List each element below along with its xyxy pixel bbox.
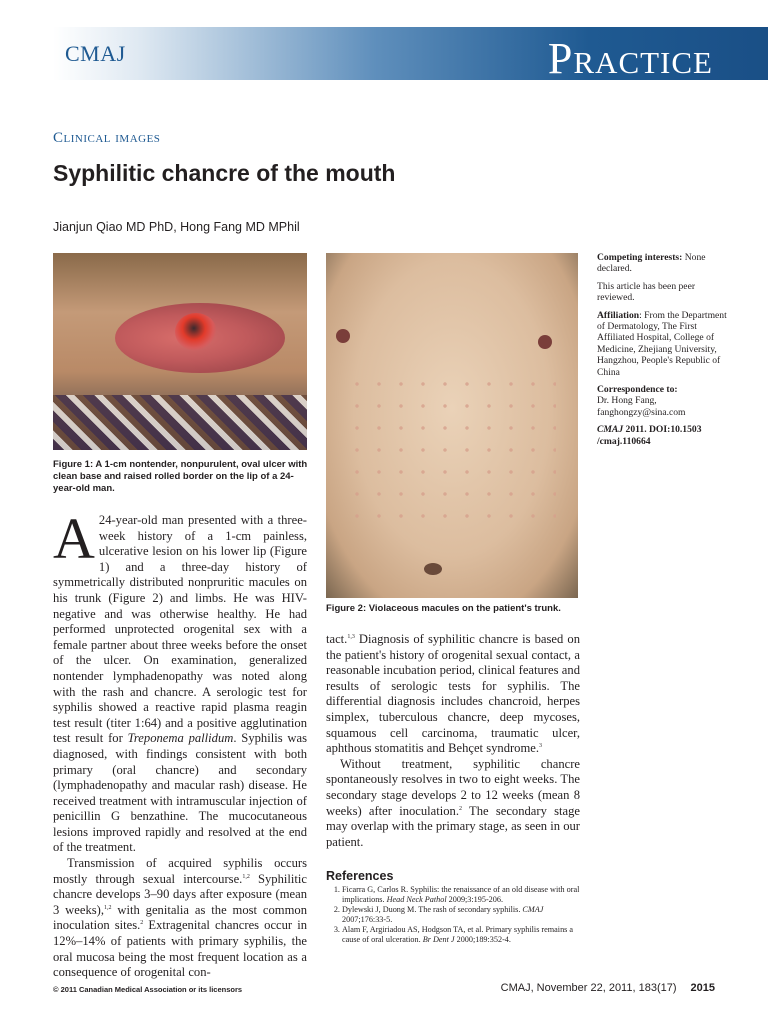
section-kicker: Clinical images [53, 130, 161, 146]
label: Competing interests: [597, 252, 683, 263]
text-run: Ficarra G, Carlos R. Syphilis: the renaissance of an old disease with oral implications. [342, 885, 580, 904]
author-line: Jianjun Qiao MD PhD, Hong Fang MD MPhil [53, 220, 300, 234]
text-run: The secondary stage may overlap with the primary stage, as seen in our patient. [326, 803, 580, 849]
citation: 1,3 [347, 633, 355, 640]
references-heading: References [326, 869, 394, 883]
citation: 1,2 [104, 904, 112, 911]
reference-item [342, 905, 580, 925]
chancre-ulcer [175, 313, 217, 351]
sidebar-notes [597, 252, 727, 453]
citation: 1,2 [242, 873, 250, 880]
citation-line: CMAJ, November 22, 2011, 183(17) [500, 982, 677, 994]
page-number: 2015 [690, 982, 715, 994]
figure-1-lip-photo [53, 253, 307, 450]
shirt-pattern [53, 395, 307, 450]
drop-cap: A [53, 506, 95, 571]
text-run: 24-year-old man presented with a three-week history of a 1-cm painless, ulcerative lesion on his lower lip (Figure 1) and a three-day history of symmetrically distributed nonpruritic macules on his trunk (Figure 2) and limbs. He was HIV-negative and was otherwise healthy. He had performed unprotected orogenital sex with a female partner about three weeks before the onset of the ulcer. On examination, generalized nontender lymphadenopathy was noted along with the rash and chancre. A serologic test for syphilis showed a reactive rapid plasma reagin test result (titer 1:64) and a positive agglutination test result for [53, 513, 307, 746]
paragraph [326, 632, 580, 757]
body-column-1 [53, 506, 307, 981]
paragraph [326, 757, 580, 851]
body-column-2 [326, 632, 580, 850]
label: Correspondence to: [597, 384, 678, 396]
paragraph [53, 856, 307, 981]
text-run: Diagnosis of syphilitic chancre is based on the patient's history of orogenital sexual contact, a reasonable incubation period, clinical features and results of serologic tests for syphilis. The differential diagnosis includes chancroid, herpes simplex, tuberculous chancre, deep mycoses, squamous cell carcinoma, traumatic ulcer, aphthous stomatitis and Behçet syndrome. [326, 632, 580, 756]
peer-review-note: This article has been peer reviewed. [597, 280, 696, 304]
correspondence [597, 384, 727, 418]
text-run: with genitalia as the most common inoculation sites. [53, 902, 307, 933]
text-run: Syphilitic chancre develops 3–90 days after exposure (mean 3 weeks), [53, 871, 307, 917]
label: Affiliation [597, 309, 640, 321]
competing-interests [597, 252, 727, 275]
paragraph [53, 506, 307, 856]
left-nipple [336, 329, 350, 343]
value: 2011. DOI:10.1503 /cmaj.110664 [597, 424, 702, 447]
figure-2-caption: Figure 2: Violaceous macules on the patient's trunk. [326, 603, 561, 614]
copyright: © 2011 Canadian Medical Association or its licensors [53, 985, 243, 994]
figure-1-caption: Figure 1: A 1-cm nontender, nonpurulent, oval ulcer with clean base and raised rolled border on the lip of a 24-year-old man. [53, 459, 308, 494]
doi-line [597, 424, 727, 447]
species-name: Treponema pallidum [127, 731, 234, 746]
text-run: . Syphilis was diagnosed, with findings consistent with both primary (oral chancre) and secondary (lymphadenopathy and macular rash) disease. He received treatment with intramuscular injection of penicillin G benzathine. The mucocutaneous lesions improved rapidly and resolved at the end of the treatment. [53, 731, 307, 855]
article-title: Syphilitic chancre of the mouth [53, 160, 396, 186]
email-link[interactable]: fanghongzy@sina.com [597, 406, 686, 418]
reference-list [326, 885, 580, 945]
label: CMAJ [597, 424, 624, 436]
navel [424, 563, 442, 575]
citation: 2 [140, 920, 144, 927]
text-run: Without treatment, syphilitic chancre spontaneously resolves in two to eight weeks. The secondary stage develops 2 to 12 weeks (mean 8 weeks) after inoculation. [326, 756, 580, 818]
text-run: 2009;3:195-206. [446, 895, 504, 904]
value: : From the Department of Dermatology, The First Affiliated Hospital, College of Medicine, Zhejiang University, Hangzhou, People's Republic of China [597, 309, 727, 378]
affiliation [597, 310, 727, 378]
value: Dr. Hong Fang, [597, 395, 657, 407]
reference-item [342, 885, 580, 905]
reference-item [342, 925, 580, 945]
text-run: tact. [326, 632, 348, 646]
text-run: Alam F, Argiriadou AS, Hodgson TA, et al. Primary syphilis remains a cause of oral ulceration. [342, 925, 574, 944]
page-footer [501, 982, 715, 994]
journal-banner [53, 27, 768, 83]
citation: 3 [539, 742, 543, 749]
journal-name: Head Neck Pathol [386, 895, 447, 904]
journal-name: CMAJ [522, 905, 544, 914]
citation: 2 [459, 805, 463, 812]
text-run: 2000;189:352-4. [454, 935, 511, 944]
text-run: Dylewski J, Duong M. The rash of secondary syphilis. [342, 905, 523, 914]
text-run: Extragenital chancres occur in 12%–14% of patients with primary syphilis, the oral mucosa being the most frequent location as a consequence of orogenital con- [53, 918, 307, 980]
journal-name: CMAJ [65, 41, 126, 66]
figure-2-trunk-photo [326, 253, 578, 598]
macular-rash [346, 373, 556, 533]
text-run: Transmission of acquired syphilis occurs mostly through sexual intercourse. [53, 856, 307, 886]
text-run: 2007;176:33-5. [342, 915, 393, 924]
section-name: Practice [547, 34, 713, 83]
journal-name: Br Dent J [422, 935, 455, 944]
right-nipple [538, 335, 552, 349]
value: None declared. [597, 252, 706, 275]
